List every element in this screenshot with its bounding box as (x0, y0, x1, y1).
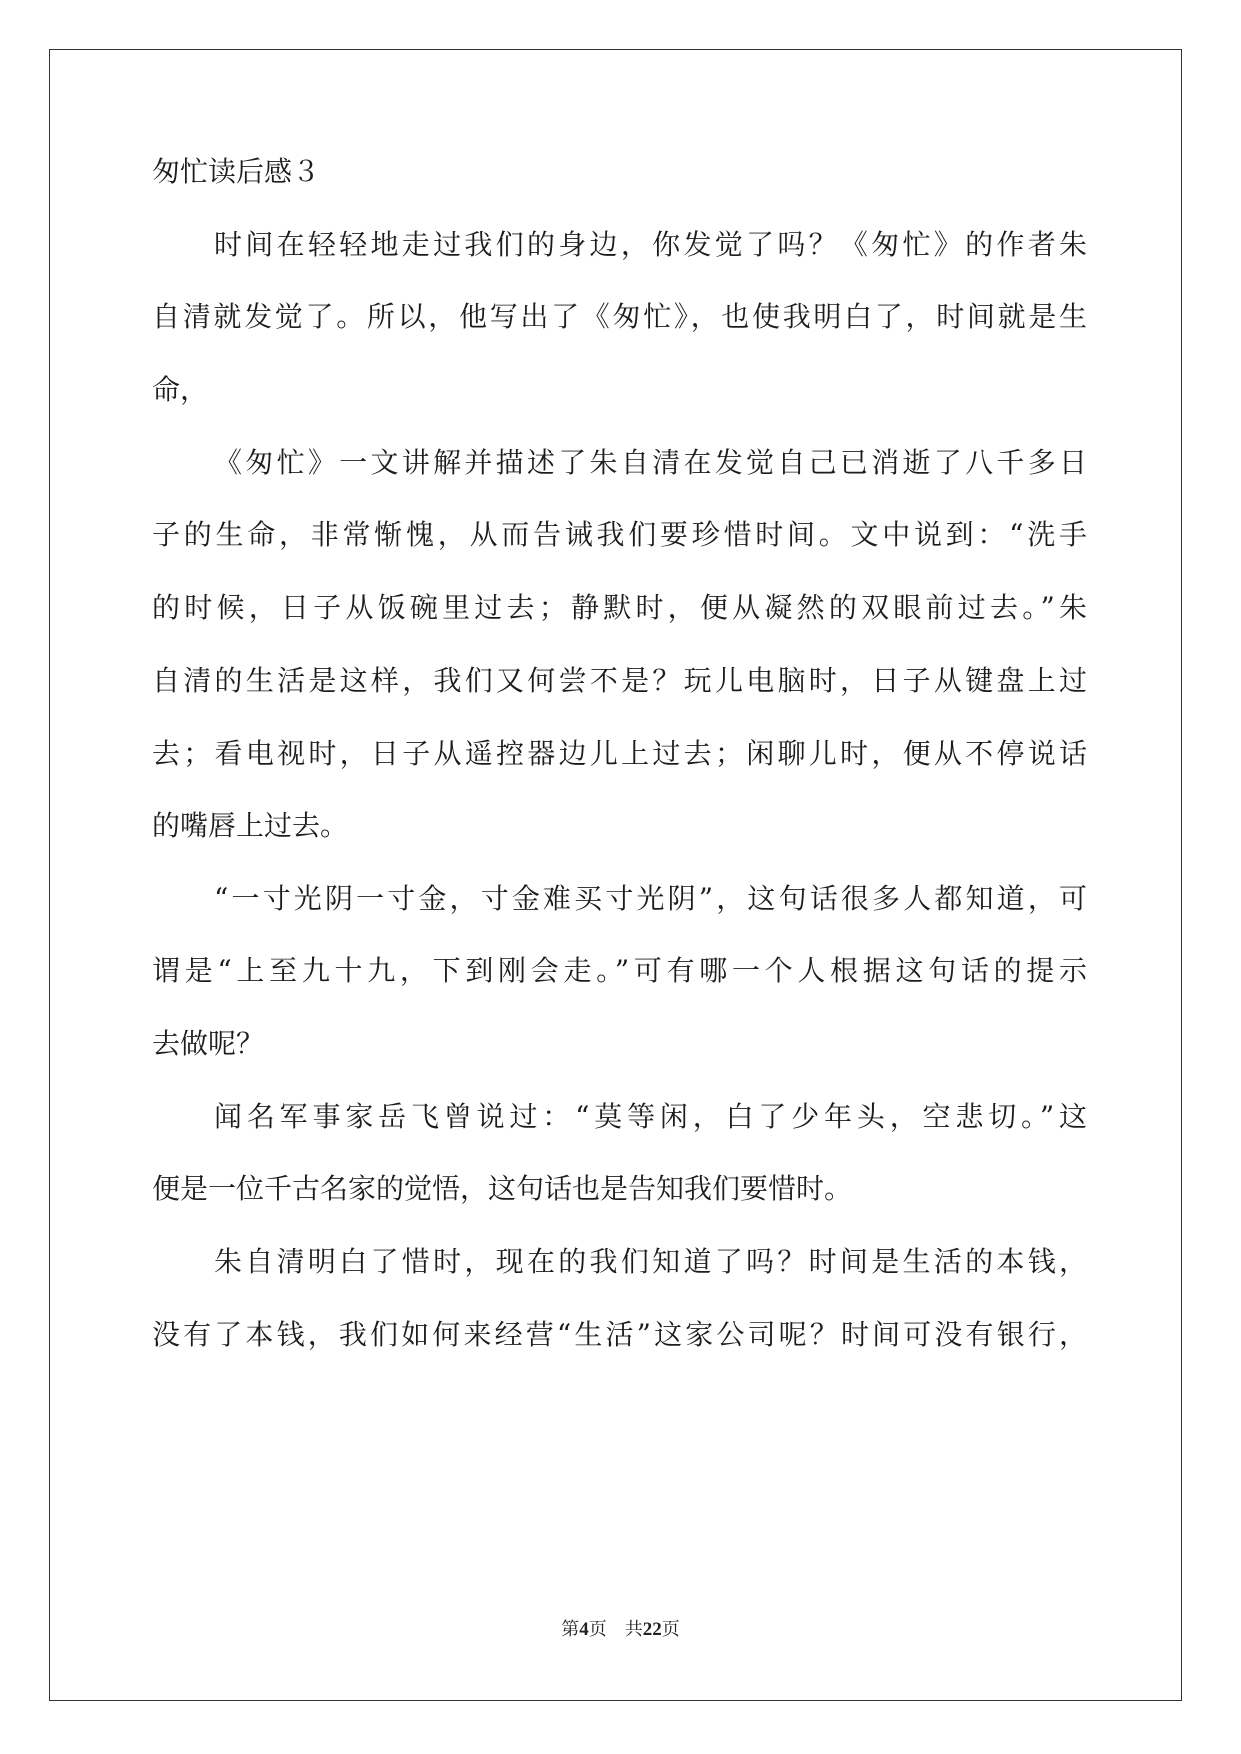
paragraph-line: 没有了本钱，我们如何来经营“生活”这家公司呢？时间可没有银行， (152, 1318, 1087, 1351)
paragraph-line: 子的生命，非常惭愧，从而告诫我们要珍惜时间。文中说到：“洗手 (152, 518, 1087, 551)
footer-total-pages: 22 (642, 1619, 662, 1640)
paragraph-line: 去做呢？ (152, 1027, 265, 1060)
paragraph-line: 谓是“上至九十九，下到刚会走。”可有哪一个人根据这句话的提示 (152, 954, 1087, 987)
footer-page-prefix: 第 (561, 1619, 580, 1640)
paragraph-line: “一寸光阴一寸金，寸金难买寸光阴”，这句话很多人都知道，可 (214, 882, 1087, 915)
paragraph-line: 时间在轻轻地走过我们的身边，你发觉了吗？《匆忙》的作者朱 (214, 228, 1087, 261)
paragraph-line: 自清就发觉了。所以，他写出了《匆忙》，也使我明白了，时间就是生 (152, 300, 1087, 333)
page-footer (0, 1618, 1241, 1642)
paragraph-line: 《匆忙》一文讲解并描述了朱自清在发觉自己已消逝了八千多日 (214, 446, 1087, 479)
paragraph-line: 去；看电视时，日子从遥控器边儿上过去；闲聊儿时，便从不停说话 (152, 737, 1087, 770)
paragraph-line: 命， (152, 373, 209, 406)
footer-page-mid: 页 共 (588, 1619, 643, 1640)
paragraph-line: 的嘴唇上过去。 (152, 809, 349, 842)
paragraph-line: 便是一位千古名家的觉悟，这句话也是告知我们要惜时。 (152, 1172, 853, 1205)
paragraph-line: 自清的生活是这样，我们又何尝不是？玩儿电脑时，日子从键盘上过 (152, 664, 1087, 697)
paragraph-line: 朱自清明白了惜时，现在的我们知道了吗？时间是生活的本钱， (214, 1245, 1087, 1278)
paragraph-line: 的时候，日子从饭碗里过去；静默时，便从凝然的双眼前过去。”朱 (152, 591, 1087, 624)
footer-page-number: 4 (579, 1619, 589, 1640)
footer-page-suffix: 页 (661, 1619, 680, 1640)
document-title: 匆忙读后感３ (152, 155, 321, 188)
paragraph-line: 闻名军事家岳飞曾说过：“莫等闲，白了少年头，空悲切。”这 (214, 1100, 1087, 1133)
